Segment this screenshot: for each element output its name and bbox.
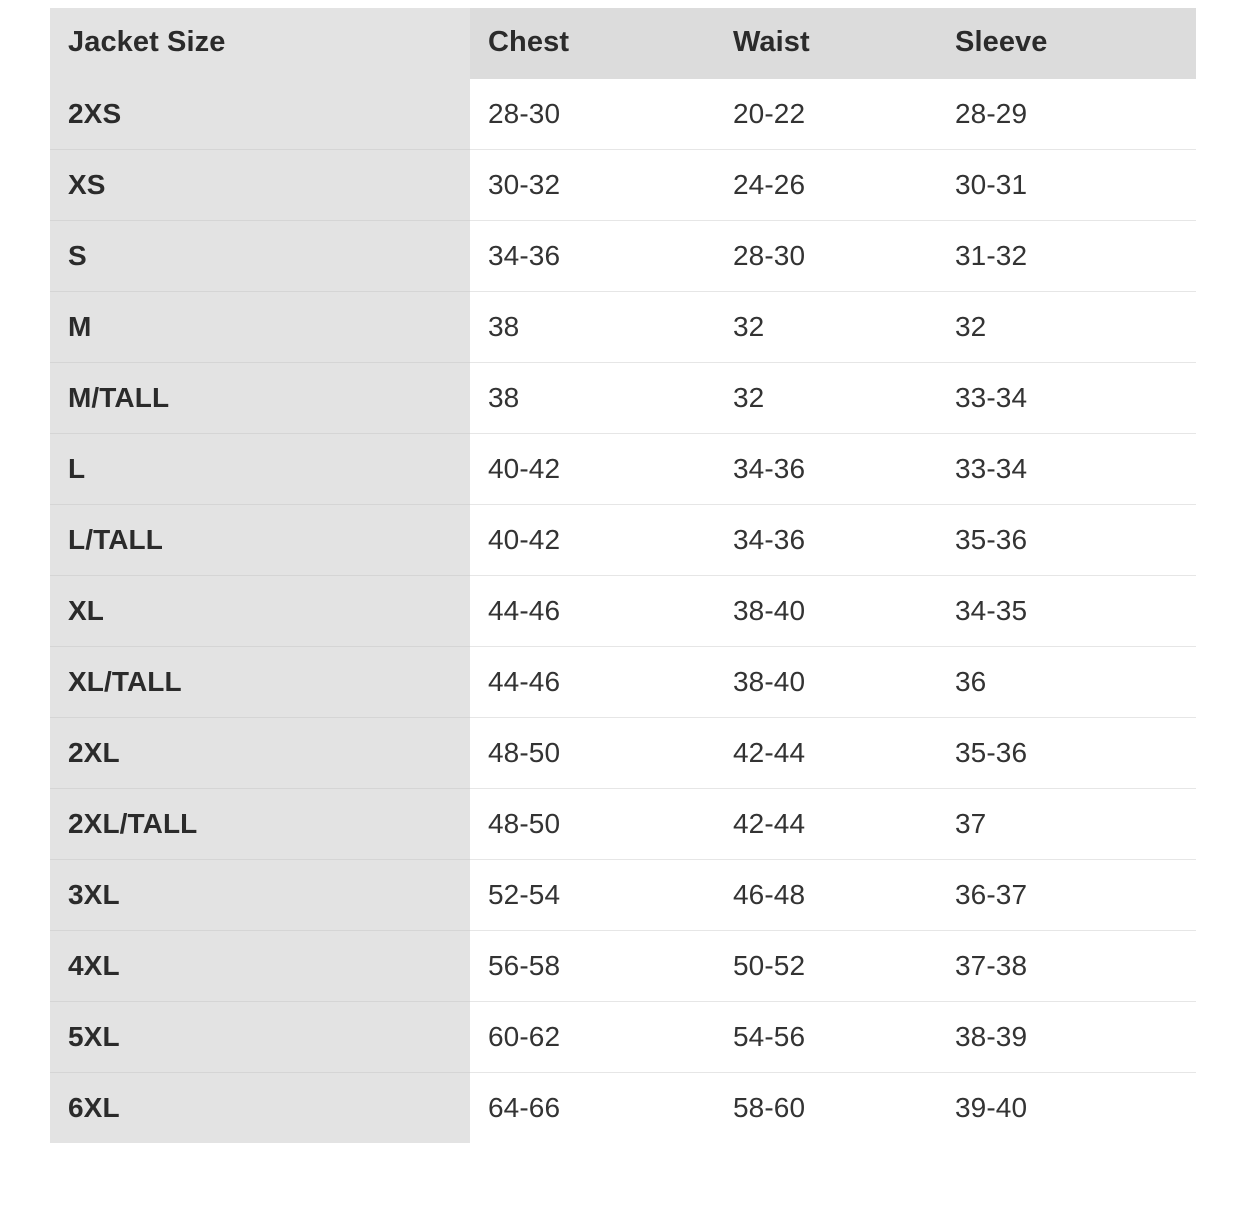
cell-sleeve: 32 [937,292,1196,363]
cell-waist: 46-48 [715,860,937,931]
cell-chest: 38 [470,292,715,363]
table-row [50,860,1196,931]
column-header-sleeve: Sleeve [937,8,1196,79]
cell-chest: 48-50 [470,718,715,789]
column-header-chest: Chest [470,8,715,79]
table-row [50,505,1196,576]
cell-jacket-size: 2XS [50,79,470,150]
cell-waist: 58-60 [715,1073,937,1144]
cell-chest: 34-36 [470,221,715,292]
cell-waist: 54-56 [715,1002,937,1073]
cell-jacket-size: S [50,221,470,292]
cell-chest: 52-54 [470,860,715,931]
cell-chest: 64-66 [470,1073,715,1144]
cell-sleeve: 36 [937,647,1196,718]
cell-jacket-size: 6XL [50,1073,470,1144]
cell-sleeve: 28-29 [937,79,1196,150]
cell-chest: 44-46 [470,647,715,718]
cell-jacket-size: 2XL [50,718,470,789]
cell-jacket-size: 4XL [50,931,470,1002]
table-header [50,8,1196,79]
cell-sleeve: 30-31 [937,150,1196,221]
table-header-row [50,8,1196,79]
table-row [50,576,1196,647]
table-row [50,931,1196,1002]
cell-jacket-size: XL [50,576,470,647]
cell-waist: 24-26 [715,150,937,221]
column-header-jacket-size: Jacket Size [50,8,470,79]
cell-sleeve: 33-34 [937,363,1196,434]
cell-chest: 44-46 [470,576,715,647]
cell-jacket-size: 2XL/TALL [50,789,470,860]
cell-chest: 40-42 [470,505,715,576]
cell-jacket-size: M/TALL [50,363,470,434]
cell-sleeve: 39-40 [937,1073,1196,1144]
column-header-waist: Waist [715,8,937,79]
cell-sleeve: 31-32 [937,221,1196,292]
table-row [50,150,1196,221]
table-row [50,718,1196,789]
table-body [50,79,1196,1143]
table-row [50,434,1196,505]
cell-chest: 48-50 [470,789,715,860]
cell-chest: 28-30 [470,79,715,150]
cell-waist: 34-36 [715,434,937,505]
cell-jacket-size: L/TALL [50,505,470,576]
table-row [50,1002,1196,1073]
cell-sleeve: 37 [937,789,1196,860]
cell-waist: 42-44 [715,718,937,789]
cell-jacket-size: M [50,292,470,363]
cell-waist: 34-36 [715,505,937,576]
cell-chest: 38 [470,363,715,434]
cell-waist: 42-44 [715,789,937,860]
cell-jacket-size: 3XL [50,860,470,931]
cell-sleeve: 35-36 [937,505,1196,576]
cell-sleeve: 37-38 [937,931,1196,1002]
cell-chest: 56-58 [470,931,715,1002]
cell-waist: 20-22 [715,79,937,150]
cell-jacket-size: L [50,434,470,505]
cell-sleeve: 33-34 [937,434,1196,505]
cell-jacket-size: XS [50,150,470,221]
cell-jacket-size: XL/TALL [50,647,470,718]
cell-chest: 40-42 [470,434,715,505]
cell-chest: 30-32 [470,150,715,221]
cell-sleeve: 35-36 [937,718,1196,789]
cell-waist: 32 [715,363,937,434]
table-row [50,789,1196,860]
cell-sleeve: 38-39 [937,1002,1196,1073]
cell-waist: 32 [715,292,937,363]
jacket-size-chart-table [50,8,1196,1143]
cell-waist: 50-52 [715,931,937,1002]
cell-waist: 38-40 [715,576,937,647]
table-row [50,79,1196,150]
table-row [50,221,1196,292]
cell-chest: 60-62 [470,1002,715,1073]
cell-jacket-size: 5XL [50,1002,470,1073]
table-row [50,363,1196,434]
cell-sleeve: 34-35 [937,576,1196,647]
table-row [50,292,1196,363]
cell-waist: 28-30 [715,221,937,292]
cell-waist: 38-40 [715,647,937,718]
table-row [50,647,1196,718]
cell-sleeve: 36-37 [937,860,1196,931]
table-row [50,1073,1196,1144]
